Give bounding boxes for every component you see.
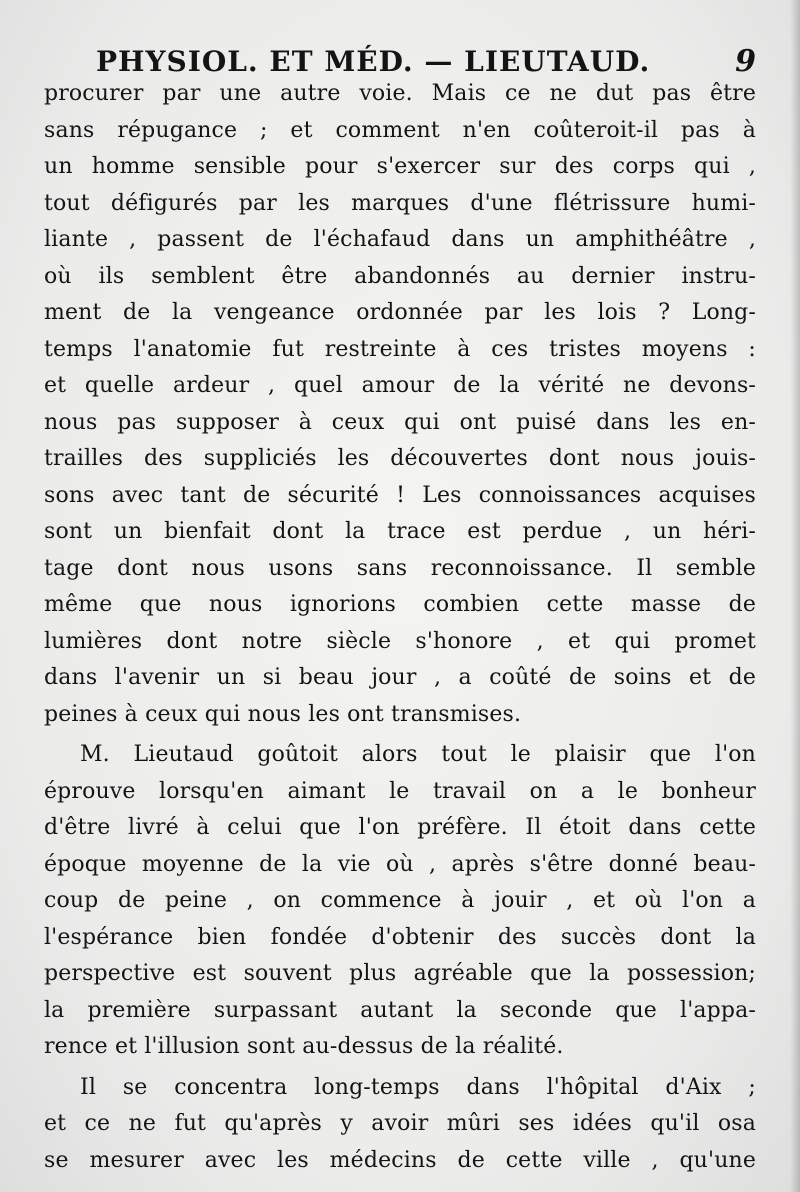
text-line: un homme sensible pour s'exercer sur des corps qui ,	[44, 154, 756, 179]
paragraph-1	[44, 76, 756, 733]
text-line: perspective est souvent plus agréable que la possession;	[44, 961, 756, 986]
page-number: 9	[735, 44, 756, 79]
text-line: éprouve lorsqu'en aimant le travail on a le bonheur	[44, 778, 756, 804]
text-line: nous pas supposer à ceux qui ont puisé dans les en-	[44, 409, 756, 435]
page-edge-shadow	[790, 0, 800, 1192]
text-line: temps l'anatomie fut restreinte à ces tristes moyens :	[44, 336, 756, 362]
text-line: peines à ceux qui nous les ont transmises.	[44, 701, 522, 727]
text-line: et ce ne fut qu'après y avoir mûri ses idées qu'il osa	[44, 1111, 756, 1136]
text-line: procurer par une autre voie. Mais ce ne dut pas être	[44, 81, 756, 106]
text-line: coup de peine , on commence à jouir , et où l'on a	[44, 888, 756, 913]
text-line: Il se concentra long-temps dans l'hôpital d'Aix ;	[80, 1074, 756, 1100]
text-line: où ils semblent être abandonnés au dernier instru-	[44, 263, 756, 289]
text-line: sont un bienfait dont la trace est perdue , un héri-	[44, 519, 756, 544]
text-line: la première surpassant autant la seconde que l'appa-	[44, 997, 756, 1023]
text-line: trailles des suppliciés les découvertes dont nous jouis-	[44, 446, 756, 471]
text-line: dans l'avenir un si beau jour , a coûté de soins et de	[44, 665, 756, 690]
text-line: M. Lieutaud goûtoit alors tout le plaisir que l'on	[80, 742, 756, 767]
text-line: époque moyenne de la vie où , après s'être donné beau-	[44, 851, 756, 877]
text-line: sans répugance ; et comment n'en coûteroit-il pas à	[44, 117, 756, 143]
text-line: rence et l'illusion sont au-dessus de la réalité.	[44, 1034, 564, 1059]
text-line: sons avec tant de sécurité ! Les connoissances acquises	[44, 482, 756, 508]
text-line: d'être livré à celui que l'on préfère. Il étoit dans cette	[44, 815, 756, 840]
body-text	[44, 76, 756, 1179]
text-line: se mesurer avec les médecins de cette ville , qu'une	[44, 1147, 756, 1173]
text-line: liante , passent de l'échafaud dans un amphithéâtre ,	[44, 227, 756, 252]
text-line: tout défigurés par les marques d'une flétrissure humi-	[44, 190, 756, 216]
text-line: même que nous ignorions combien cette masse de	[44, 592, 756, 617]
text-line: l'espérance bien fondée d'obtenir des succès dont la	[44, 924, 756, 950]
paragraph-3	[44, 1070, 756, 1180]
text-line: tage dont nous usons sans reconnoissance. Il semble	[44, 555, 756, 581]
text-line: et quelle ardeur , quel amour de la vérité ne devons-	[44, 373, 756, 398]
text-line: lumières dont notre siècle s'honore , et qui promet	[44, 628, 756, 654]
text-line: ment de la vengeance ordonnée par les lois ? Long-	[44, 300, 756, 325]
running-head: PHYSIOL. ET MÉD. — LIEUTAUD.	[96, 45, 651, 78]
paragraph-2	[44, 737, 756, 1066]
